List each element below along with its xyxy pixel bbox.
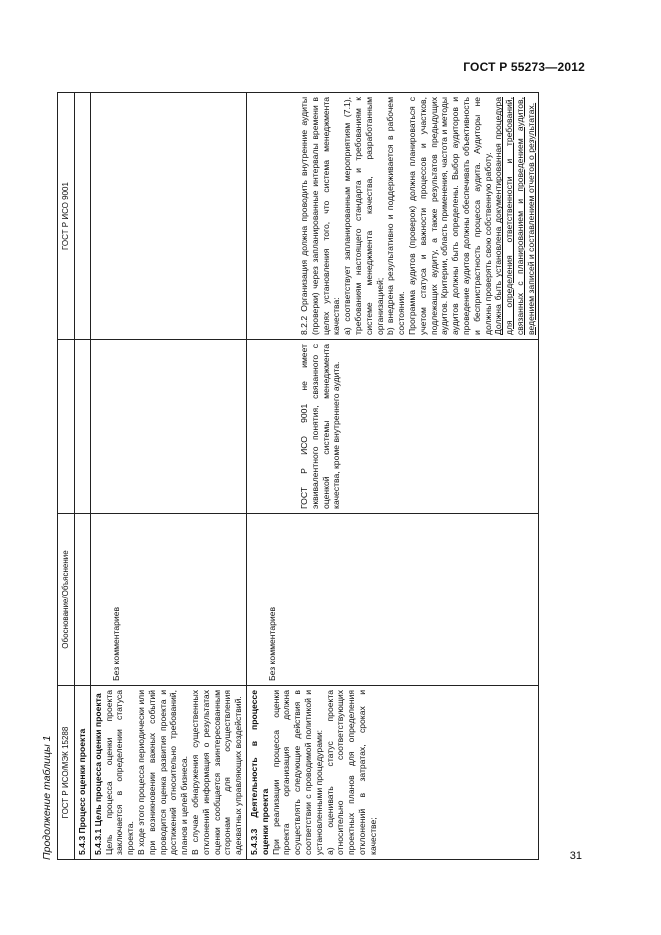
clause-text: Программа аудитов (проверок) должна планироваться с учетом статуса и важности процессов и участков, подлежащих аудиту, а также результатов предыдущих аудитов. Критерии, область применения, частота и методы аудитов должны быть определены. Выбор аудиторов и проведение аудитов должны обеспечивать объективность и беспристрастность процесса аудита. Аудиторы не должны проверять свою собственную работу. xyxy=(406,97,493,335)
clause-text: a) соответствует запланированным мероприятиям (7.1), требованиям настоящего стандарта и требованиям к системе менеджмента качества, разработанным организацией; xyxy=(342,97,385,335)
row2-gost15288-cell xyxy=(246,686,539,860)
row1-empty-cell xyxy=(90,340,246,514)
row2-explanation-cell xyxy=(246,340,539,514)
clause-text: a) оценивать статус проекта относительно соответствующих проектных планов для определения отклонений в затратах, сроках и качестве; xyxy=(324,690,378,855)
clause-title: 5.4.3.3 Деятельность в процессе оценки проекта xyxy=(248,690,270,855)
page-number: 31 xyxy=(569,850,582,862)
row2-justification-cell xyxy=(246,514,539,686)
clause-text: Цель процесса оценки проекта заключается в определении статуса проекта. xyxy=(103,690,136,855)
section-empty-cell xyxy=(75,514,91,686)
clause-text: В ходе этого процесса периодически или при возникновении важных событий проводится оценка развития проекта и достижений относительно требований, планов и целей бизнеса. xyxy=(135,690,190,855)
row2-gost9001-cell xyxy=(246,93,539,340)
clause-text: В случае обнаружения существенных отклонений информация о результатах оценки сообщается заинтересованным сторонам для осуществления адекватных управляющих воздействий. xyxy=(189,690,244,855)
no-comments-text: Без комментариев xyxy=(266,606,277,681)
clause-text: 8.2.2 Организация должна проводить внутренние аудиты (проверки) через запланированные интервалы времени в целях установления того, что система менеджмента качества: xyxy=(298,97,342,335)
header-justification: Обоснование/Объяснение xyxy=(58,514,75,686)
row1-gost15288-cell xyxy=(90,686,246,860)
section-row xyxy=(75,93,91,860)
clause-text: Должна быть установлена документированная процедура для определения ответственности и требований, связанных с планированием и проведением аудитов, ведением записей и составлением отчетов о результатах. xyxy=(493,97,536,335)
rotated-table-container xyxy=(40,90,560,860)
no-comments-text: Без комментариев xyxy=(110,606,121,681)
row1-justification-cell xyxy=(90,514,246,686)
section-title: 5.4.3 Процесс оценки проекта xyxy=(75,686,91,860)
section-empty-cell xyxy=(75,340,91,514)
section-empty-cell xyxy=(75,93,91,340)
header-gost-9001: ГОСТ Р ИСО 9001 xyxy=(58,93,75,340)
header-empty xyxy=(58,340,75,514)
comparison-table xyxy=(57,92,539,860)
clause-title: 5.4.3.1 Цель процесса оценки проекта xyxy=(92,693,103,855)
clause-text: При реализации процесса оценки проекта организация должна осуществлять следующие действия в соответствии с проводимой политикой и установленными процедурами: xyxy=(270,690,324,855)
table-row xyxy=(90,93,246,860)
clause-text: b) внедрена результативно и поддерживается в рабочем состоянии. xyxy=(385,97,407,335)
table-header-row xyxy=(58,93,75,860)
row1-gost9001-cell xyxy=(90,93,246,340)
table-row xyxy=(246,93,539,860)
table-continuation-caption: Продолжение таблицы 1 xyxy=(41,735,53,860)
explanation-text: ГОСТ Р ИСО 9001 не имеет эквивалентного понятия, связанного с оценкой системы менеджмента качества, кроме внутреннего аудита. xyxy=(298,344,342,509)
header-gost-15288: ГОСТ Р ИСО/МЭК 15288 xyxy=(58,686,75,860)
standard-header: ГОСТ Р 55273—2012 xyxy=(463,60,585,74)
